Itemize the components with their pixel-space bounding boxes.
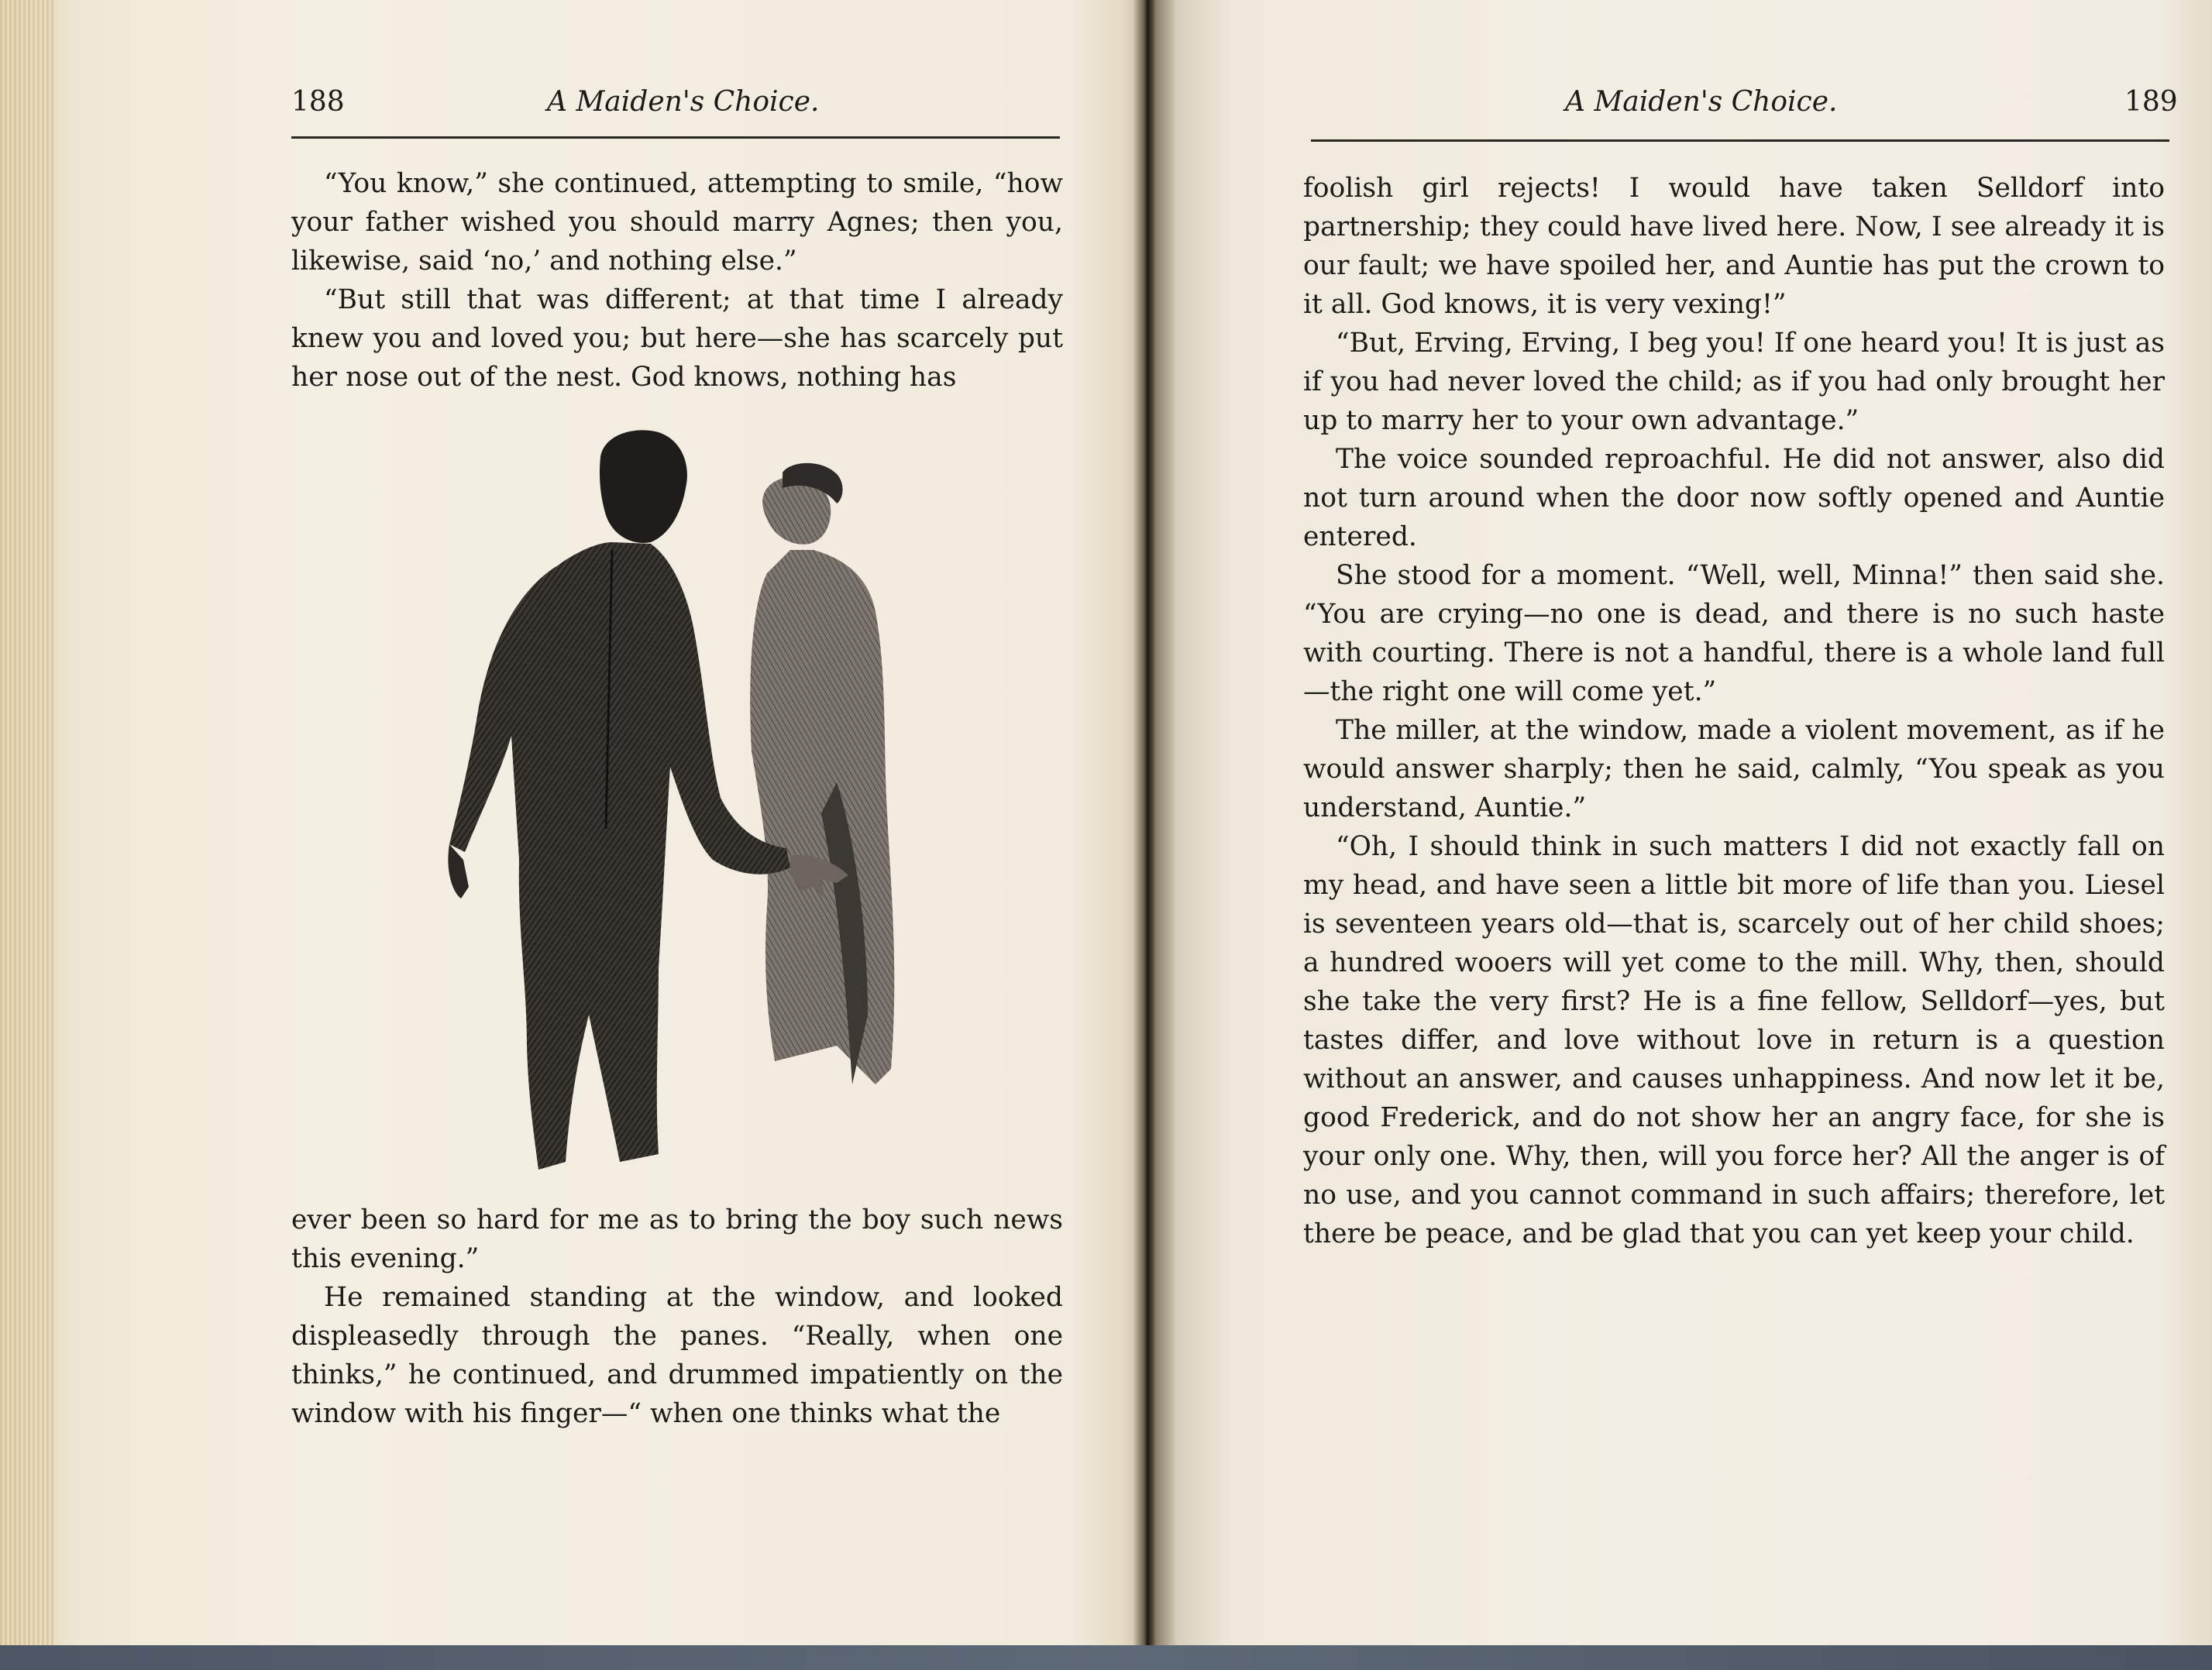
paragraph: He remained standing at the window, and looked displeasedly through the panes. “Really, when one thinks,” he continued, and drummed impatiently on the window with his finger—“ when one thinks what the bbox=[291, 1282, 1063, 1429]
right-text bbox=[1303, 169, 2165, 1253]
right-page-number: 189 bbox=[2124, 86, 2178, 118]
left-page-header bbox=[291, 84, 1066, 130]
paragraph: ever been so hard for me as to bring the boy such news this evening.” bbox=[291, 1204, 1063, 1274]
left-page-number: 188 bbox=[291, 86, 345, 118]
paragraph: “But still that was different; at that time I already knew you and loved you; but here—she has scarcely put her nose out of the nest. God knows, nothing has bbox=[291, 284, 1063, 393]
left-running-title: A Maiden's Choice. bbox=[547, 86, 820, 118]
scanner-background bbox=[0, 1645, 2212, 1670]
right-page-header bbox=[1565, 84, 2177, 130]
woman-figure bbox=[750, 463, 894, 1084]
left-header-rule bbox=[291, 136, 1060, 139]
paragraph: The voice sounded reproachful. He did not answer, also did not turn around when the door now softly opened and Auntie entered. bbox=[1303, 444, 2165, 552]
paragraph: “But, Erving, Erving, I beg you! If one heard you! It is just as if you had never loved the child; as if you had only brought her up to marry her to your own advantage.” bbox=[1303, 328, 2165, 436]
right-header-rule bbox=[1311, 139, 2169, 142]
left-text-bottom bbox=[291, 1201, 1063, 1433]
paragraph: “Oh, I should think in such matters I did not exactly fall on my head, and have seen a little bit more of life than you. Liesel is seventeen years old—that is, scarcely out of her child shoes; a hundred wooers will yet come to the mill. Why, then, should she take the very first? He is a fine fellow, Selldorf—yes, but tastes differ, and love without love in return is a question without an answer, and causes unhappiness. And now let it be, good Frederick, and do not show her an angry face, for she is your only one. Why, then, will you force her? All the anger is of no use, and you cannot command in such affairs; therefore, let there be peace, and be glad that you can yet keep your child. bbox=[1303, 831, 2165, 1249]
book-spine bbox=[1133, 0, 1156, 1645]
left-text-top bbox=[291, 164, 1063, 397]
paragraph: foolish girl rejects! I would have taken Selldorf into partnership; they could have lived here. Now, I see already it is our fault; we have spoiled her, and Auntie has put the crown to it all. God knows, it is very vexing!” bbox=[1303, 173, 2165, 320]
couple-engraving-icon bbox=[403, 426, 945, 1185]
paragraph: “You know,” she continued, attempting to smile, “how your father wished you should marry Agnes; then you, likewise, said ‘no,’ and nothing else.” bbox=[291, 168, 1063, 277]
right-running-title: A Maiden's Choice. bbox=[1565, 86, 1838, 118]
right-page bbox=[1147, 0, 2212, 1645]
paragraph: She stood for a moment. “Well, well, Minna!” then said she. “You are crying—no one is dead, and there is no such haste with courting. There is not a handful, there is a whole land full—the right one will come yet.” bbox=[1303, 560, 2165, 707]
paragraph: The miller, at the window, made a violent movement, as if he would answer sharply; then he said, calmly, “You speak as you understand, Auntie.” bbox=[1303, 715, 2165, 823]
